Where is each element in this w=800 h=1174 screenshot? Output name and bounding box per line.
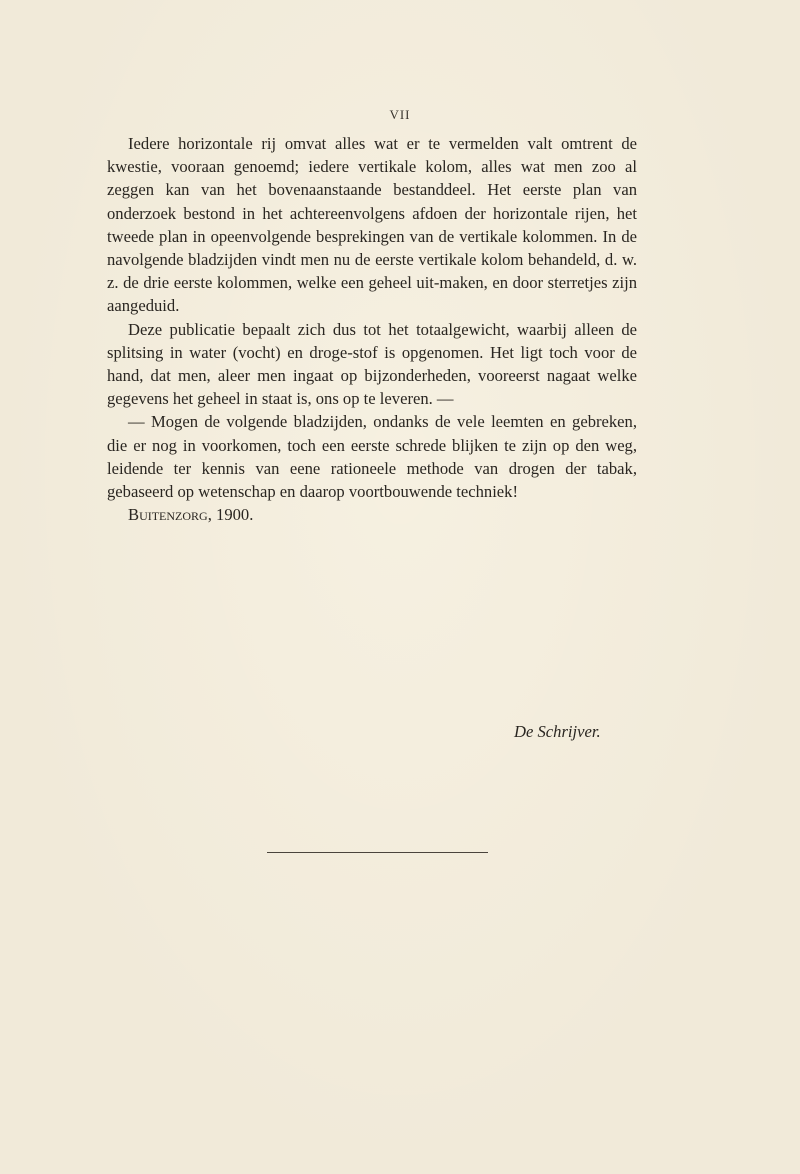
paragraph-1: Iedere horizontale rij omvat alles wat er te vermelden valt omtrent de kwestie, vooraan genoemd; iedere vertikale kolom, alles wat men zoo al zeggen kan van het bovenaanstaande bestanddeel. Het eerste plan van onderzoek bestond in het achtereenvolgens afdoen der horizontale rijen, het tweede plan in opeenvolgende besprekingen van de vertikale kolommen. In de navolgende bladzijden vindt men nu de eerste vertikale kolom behandeld, d. w. z. de drie eerste kolommen, welke een geheel uit-maken, en door sterretjes zijn aangeduid. — [107, 134, 637, 316]
page-number: VII — [389, 107, 411, 122]
year: 1900. — [216, 505, 254, 525]
place-name: Buitenzorg, — [128, 505, 212, 525]
place-date-line — [107, 503, 637, 526]
paragraph-2: Deze publicatie bepaalt zich dus tot het totaalgewicht, waarbij alleen de splitsing in water (vocht) en droge-stof is opgenomen. Het ligt toch voor de hand, dat men, aleer men ingaat op bijzonderheden, vooreerst nagaat welke gegevens het geheel in staat is, ons op te leveren. — — [107, 319, 637, 409]
author-signature: De Schrijver. — [514, 722, 601, 741]
paragraph-3: — Mogen de volgende bladzijden, ondanks de vele leemten en gebreken, die er nog in voorkomen, toch een eerste schrede blijken te zijn op den weg, leidende ter kennis van eene rationeele methode van drogen der tabak, gebaseerd op wetenschap en daarop voortbouwende techniek! — [107, 412, 637, 502]
body-text — [107, 132, 637, 526]
section-divider — [267, 852, 488, 853]
